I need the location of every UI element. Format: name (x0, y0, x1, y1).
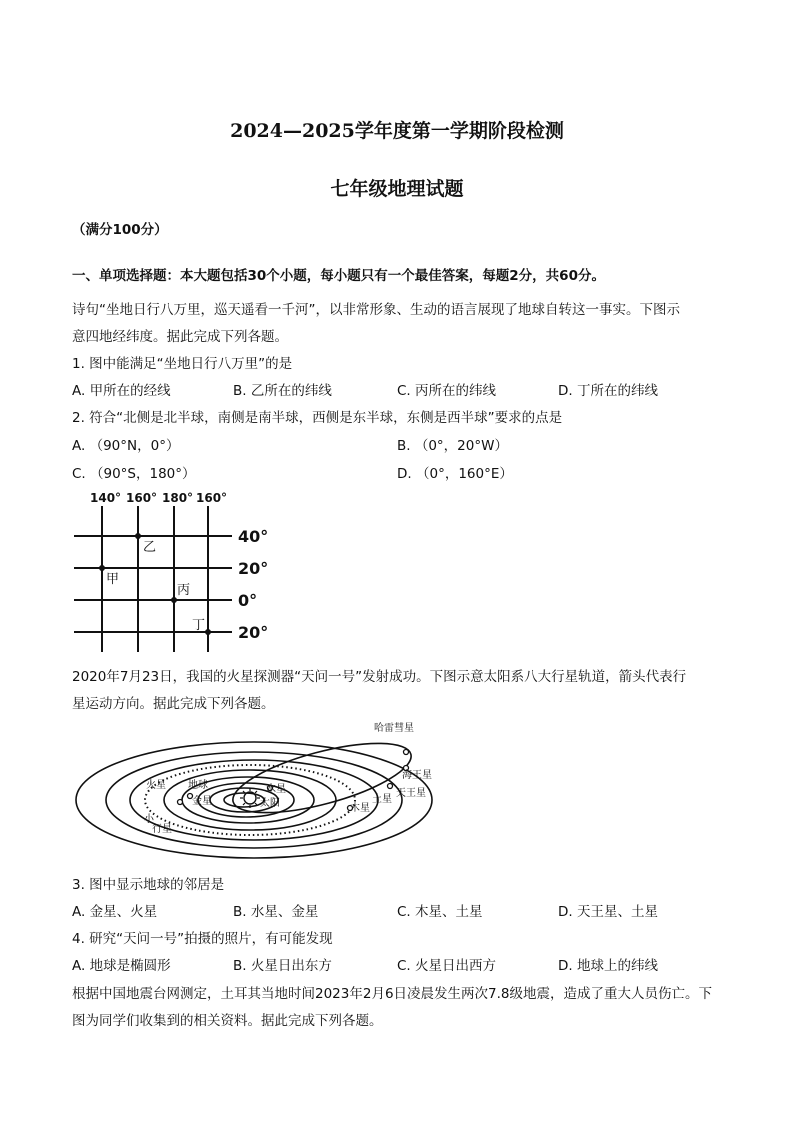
intro-paragraph-2-line-1: 2020年7月23日，我国的火星探测器“天问一号”发射成功。下图示意太阳系八大行星轨道，箭头代表行 (72, 669, 687, 685)
intro-paragraph-2-line-2: 星运动方向。据此完成下列各题。 (72, 696, 275, 712)
question-3-stem: 3. 图中显示地球的邻居是 (72, 877, 225, 893)
label-sun: 太阳 (260, 798, 280, 809)
question-1-stem: 1. 图中能满足“坐地日行八万里”的是 (72, 356, 293, 372)
lon-label-3: 180° (162, 491, 194, 505)
label-saturn: 土星 (372, 794, 392, 805)
question-1-option-c[interactable]: C. 丙所在的纬线 (397, 383, 497, 399)
lat-label-2: 20° (238, 559, 269, 578)
lat-lon-grid-figure (70, 488, 280, 658)
question-3-option-d[interactable]: D. 天王星、土星 (558, 904, 658, 920)
page-title: 2024—2025学年度第一学期阶段检测 (230, 120, 564, 142)
question-2-option-b[interactable]: B. （0°，20°W） (397, 438, 508, 454)
lat-label-1: 40° (238, 527, 269, 546)
question-2-option-c[interactable]: C. （90°S，180°） (72, 466, 196, 482)
label-venus: 金星 (192, 796, 212, 807)
question-4-option-d[interactable]: D. 地球上的纬线 (558, 958, 658, 974)
question-1-option-b[interactable]: B. 乙所在的纬线 (233, 383, 332, 399)
lat-label-4: 20° (238, 623, 269, 642)
question-2-stem: 2. 符合“北侧是北半球，南侧是南半球，西侧是东半球，东侧是西半球”要求的点是 (72, 410, 563, 426)
intro-paragraph-3-line-1: 根据中国地震台网测定，土耳其当地时间2023年2月6日凌晨发生两次7.8级地震，造成了重大人员伤亡。下 (72, 986, 713, 1002)
solar-system-figure (72, 716, 440, 866)
label-asteroid-1: 小 (144, 814, 154, 825)
point-yi-marker (135, 533, 141, 539)
label-asteroid-2: 行星 (152, 824, 172, 835)
label-neptune: 海王星 (402, 770, 432, 781)
question-4-option-c[interactable]: C. 火星日出西方 (397, 958, 497, 974)
label-mercury: 水星 (266, 784, 286, 795)
lon-label-2: 160° (126, 491, 158, 505)
point-ding-marker (205, 629, 211, 635)
lat-label-3: 0° (238, 591, 258, 610)
label-uranus: 天王星 (396, 788, 426, 799)
question-3-option-a[interactable]: A. 金星、火星 (72, 904, 158, 920)
question-3-option-c[interactable]: C. 木星、土星 (397, 904, 483, 920)
point-bing-label: 丙 (177, 583, 191, 598)
section-heading: 一、单项选择题：本大题包括30个小题，每小题只有一个最佳答案，每题2分，共60分。 (72, 268, 605, 284)
lon-label-4: 160° (196, 491, 228, 505)
point-ding-label: 丁 (192, 618, 206, 633)
label-halley-comet: 哈雷彗星 (374, 723, 414, 734)
question-4-option-a[interactable]: A. 地球是椭圆形 (72, 958, 171, 974)
sun-icon (240, 788, 260, 808)
label-mars: 火星 (146, 780, 166, 791)
label-jupiter: 木星 (350, 803, 370, 814)
question-1-option-a[interactable]: A. 甲所在的经线 (72, 383, 171, 399)
question-1-option-d[interactable]: D. 丁所在的纬线 (558, 383, 658, 399)
lon-label-1: 140° (90, 491, 122, 505)
question-4-stem: 4. 研究“天问一号”拍摄的照片，有可能发现 (72, 931, 333, 947)
intro-paragraph-1-line-2: 意四地经纬度。据此完成下列各题。 (72, 329, 288, 345)
intro-paragraph-3-line-2: 图为同学们收集到的相关资料。据此完成下列各题。 (72, 1013, 383, 1029)
point-jia-label: 甲 (106, 572, 120, 587)
page-subtitle: 七年级地理试题 (330, 178, 464, 200)
label-earth: 地球 (188, 780, 208, 791)
question-2-option-d[interactable]: D. （0°，160°E） (397, 466, 513, 482)
score-note: （满分100分） (72, 222, 168, 238)
point-yi-label: 乙 (143, 540, 157, 555)
question-2-option-a[interactable]: A. （90°N，0°） (72, 438, 180, 454)
question-4-option-b[interactable]: B. 火星日出东方 (233, 958, 332, 974)
question-3-option-b[interactable]: B. 水星、金星 (233, 904, 319, 920)
intro-paragraph-1-line-1: 诗句“坐地日行八万里，巡天遥看一千河”，以非常形象、生动的语言展现了地球自转这一事实。下图示 (72, 302, 680, 318)
point-jia-marker (99, 565, 105, 571)
